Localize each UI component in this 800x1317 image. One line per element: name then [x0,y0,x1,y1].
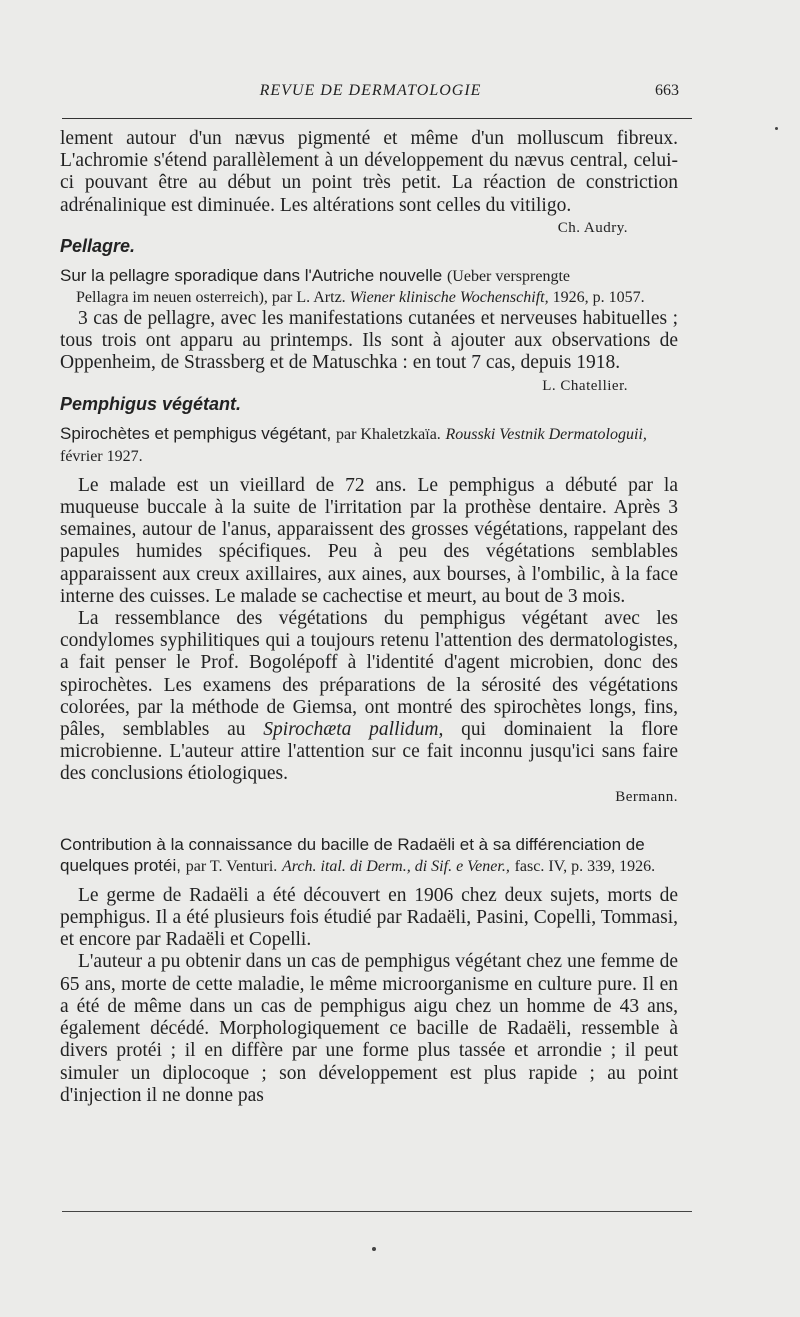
paragraph-pemphigus-2: La ressemblance des végétations du pemphigus végétant avec les condylomes syphilitiques qui a toujours retenu l'attention des dermatologistes, a fait penser le Prof. Bogolépoff à l'identité d'agent microbien, donc des spirochètes. Les examens des préparations de la sérosité des végétations colorées, par la méthode de Giemsa, ont montré des spirochètes longs, fins, pâles, semblables au Spirochæta pallidum, qui dominaient la flore microbienne. L'auteur attire l'attention sur ce fait inconnu jusqu'ici sans faire des conclusions étiologiques. [60,608,678,785]
footer-rule [62,1211,692,1212]
paragraph-pellagre: 3 cas de pellagre, avec les manifestations cutanées et nerveuses habituelles ; tous trois ont apparu au printemps. Ils sont à ajouter aux observations de Oppenheim, de Strassberg et de Matuschka : en tout 7 cas, depuis 1918. L. Chatellier. [60,308,678,375]
ink-dot [372,1247,376,1251]
section-heading-pemphigus: Pemphigus végétant. [60,393,242,414]
paragraph-pemphigus-1: Le malade est un vieillard de 72 ans. Le pemphigus a débuté par la muqueuse buccale à la suite de l'irritation par la prothèse dentaire. Après 3 semaines, autour de l'anus, apparaissent des grosses végétations, rappelant des papules humides spécifiques. Peu à peu des végétations semblables apparaissent aux creux axillaires, aux aines, aux bourses, à l'ombilic, à la face interne des cuisses. Le malade se cachectise et meurt, au bout de 3 mois. [60,474,678,607]
article-body [60,128,678,1107]
intro-signature: Ch. Audry. [557,219,628,236]
article-title-pellagre: Sur la pellagre sporadique dans l'Autriche nouvelle (Ueber versprengte [60,266,570,286]
article-title-radaeli: Contribution à la connaissance du bacille de Radaëli et à sa différenciation de quelques protéi, par T. Venturi. Arch. ital. di Derm., di Sif. e Vener., fasc. IV, p. 339, 1926. [60,834,656,875]
running-title: REVUE DE DERMATOLOGIE [259,82,482,99]
header-rule [62,118,692,119]
signature-pemphigus: Bermann. [615,788,678,805]
page-number: 663 [655,82,679,99]
paragraph-radaeli-1: Le germe de Radaëli a été découvert en 1906 chez deux sujets, morts de pemphigus. Il a été plusieurs fois étudié par Radaëli, Pasini, Copelli, Tommasi, et encore par Radaëli et Copelli. [60,884,678,951]
page-header [62,82,679,112]
paragraph-radaeli-2: L'auteur a pu obtenir dans un cas de pemphigus végétant chez une femme de 65 ans, morte de cette maladie, le même microorganisme en culture pure. Il en a été de même dans un cas de pemphigus aigu chez un homme de 43 ans, également décédé. Morphologiquement ce bacille de Radaëli, ressemble à divers protéi ; il en diffère par une forme plus tassée et arrondie ; il peut simuler un diplocoque ; son développement est plus rapide ; au point d'injection il ne donne pas [60,951,678,1106]
section-heading-pellagre: Pellagre. [60,235,136,256]
intro-paragraph: lement autour d'un nævus pigmenté et même d'un molluscum fibreux. L'achromie s'étend parallèlement à un développement du nævus central, celui-ci pouvant être au début un point très petit. La réaction de constriction adrénalinique est diminuée. Les altérations sont celles du vitiligo. Ch. Audry. [60,128,678,217]
reference-pellagre: Pellagra im neuen osterreich), par L. Artz. Wiener klinische Wochenschift, 1926, p. 1057. [76,289,645,307]
signature-pellagre: L. Chatellier. [542,377,628,394]
ink-dot [775,127,778,130]
article-title-pemphigus: Spirochètes et pemphigus végétant, par Khaletzkaïa. Rousski Vestnik Dermatologuii, février 1927. [60,423,647,465]
